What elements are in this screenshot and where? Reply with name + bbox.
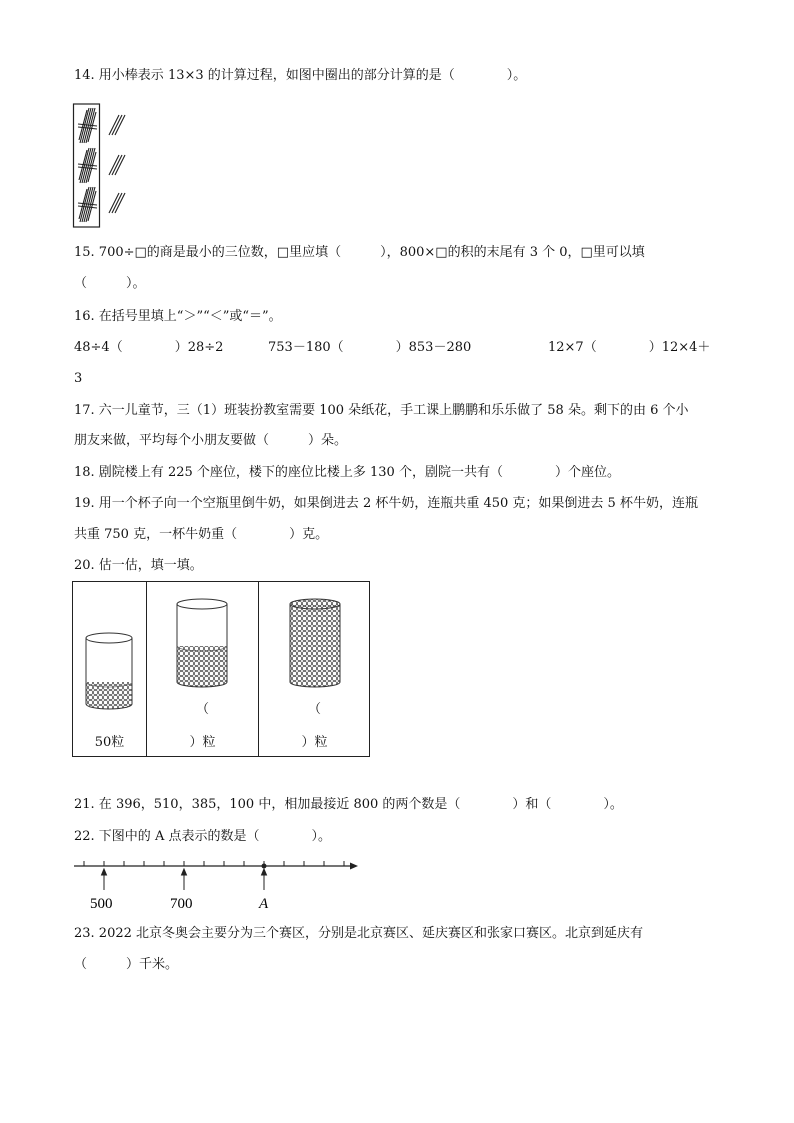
label-700: 700 — [170, 896, 193, 912]
bundle-1 — [78, 108, 97, 143]
question-20: 20. 估一估，填一填。 — [74, 558, 203, 573]
jar-2-paren: （ — [195, 702, 209, 717]
bundle-3 — [78, 187, 97, 222]
question-22: 22. 下图中的 A 点表示的数是（ ）。 — [74, 829, 331, 844]
question-15-line-2: （ ）。 — [74, 276, 146, 291]
label-500: 500 — [90, 896, 113, 912]
question-19-line-2: 共重 750 克，一杯牛奶重（ ）克。 — [74, 527, 329, 542]
jar-1 — [83, 630, 135, 712]
question-23-line-2: （ ）千米。 — [74, 957, 179, 972]
jar-2-label: ）粒 — [189, 735, 216, 750]
question-21: 21. 在 396，510，385，100 中，相加最接近 800 的两个数是（ ）和（ ）。 — [74, 797, 623, 812]
question-16-c-continued: 3 — [74, 371, 83, 386]
question-16-c: 12×7（ ）12×4＋ — [548, 340, 711, 355]
number-line — [70, 850, 370, 914]
loose-sticks — [109, 115, 125, 213]
sticks-figure — [72, 100, 152, 230]
tick-marks — [84, 861, 344, 866]
question-17-line-2: 朋友来做，平均每个小朋友要做（ ）朵。 — [74, 433, 348, 448]
bundle-2 — [78, 148, 97, 183]
question-23-line-1: 23. 2022 北京冬奥会主要分为三个赛区，分别是北京赛区、延庆赛区和张家口赛区。北京到延庆有 — [74, 926, 644, 941]
question-15-line-1: 15. 700÷□的商是最小的三位数，□里应填（ ），800×□的积的末尾有 3 个 0，□里可以填 — [74, 245, 645, 260]
jar-3 — [287, 596, 343, 690]
question-17-line-1: 17. 六一儿童节，三（1）班装扮教室需要 100 朵纸花，手工课上鹏鹏和乐乐做了 58 朵。剩下的由 6 个小 — [74, 403, 689, 418]
jar-3-label: ）粒 — [301, 735, 328, 750]
jar-table — [72, 581, 370, 757]
question-16-a: 48÷4（ ）28÷2 — [74, 340, 224, 355]
question-16-title: 16. 在括号里填上“＞”“＜”或“＝”。 — [74, 309, 282, 324]
question-19-line-1: 19. 用一个杯子向一个空瓶里倒牛奶，如果倒进去 2 杯牛奶，连瓶共重 450 克；如果倒进去 5 杯牛奶，连瓶 — [74, 496, 698, 511]
question-14: 14. 用小棒表示 13×3 的计算过程，如图中圈出的部分计算的是（ ）。 — [74, 68, 527, 83]
jar-3-paren: （ — [307, 702, 321, 717]
question-18: 18. 剧院楼上有 225 个座位，楼下的座位比楼上多 130 个，剧院一共有（ ）个座位。 — [74, 465, 620, 480]
jar-2 — [174, 596, 230, 690]
label-A: A — [259, 896, 269, 912]
question-16-b: 753－180（ ）853－280 — [268, 340, 472, 355]
jar-1-label: 50粒 — [94, 735, 125, 750]
